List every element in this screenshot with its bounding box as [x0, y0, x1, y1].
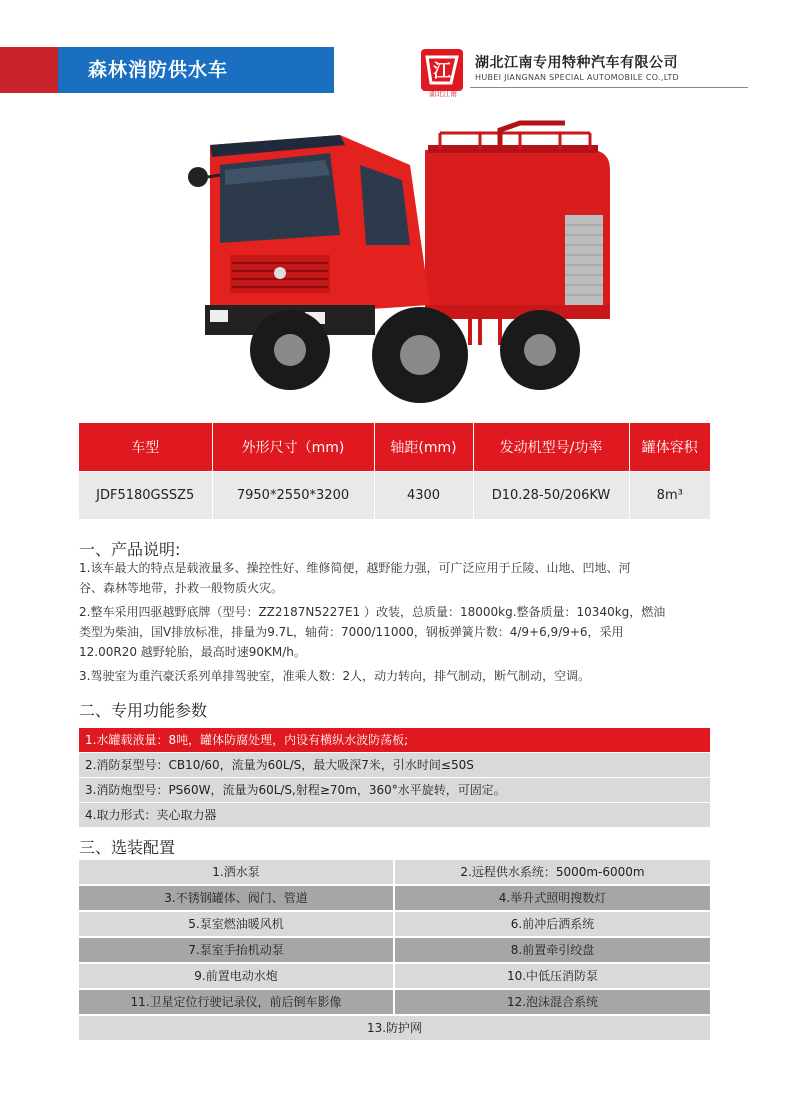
spec-value-dimensions: 7950*2550*3200 — [212, 471, 374, 519]
spec-value-model: JDF5180GSSZ5 — [79, 471, 212, 519]
spec-header-dimensions: 外形尺寸（mm) — [212, 423, 374, 471]
option-item: 9.前置电动水炮 — [79, 964, 393, 988]
spec-value-row — [79, 471, 710, 519]
option-item: 2.远程供水系统：5000m-6000m — [395, 860, 710, 884]
section-function-params-heading: 二、专用功能参数 — [79, 701, 208, 720]
param-item: 3.消防炮型号：PS60W，流量为60L/S,射程≥70m，360°水平旋转，可固定。 — [79, 778, 710, 802]
spec-table — [79, 423, 710, 519]
company-name-cn: 湖北江南专用特种汽车有限公司 — [475, 55, 678, 71]
option-item: 1.洒水泵 — [79, 860, 393, 884]
description-line: 1.该车最大的特点是载液量多、操控性好、维修简便，越野能力强，可广泛应用于丘陵、山地、凹地、河 — [79, 561, 631, 575]
option-item: 3.不锈钢罐体、阀门、管道 — [79, 886, 393, 910]
logo-mark: 江 — [433, 61, 451, 82]
description-line: 2.整车采用四驱越野底牌（型号：ZZ2187N5227E1 ）改装，总质量：18000kg.整备质量：10340kg，燃油 — [79, 605, 666, 619]
description-line: 3.驾驶室为重汽豪沃系列单排驾驶室，准乘人数：2人，动力转向，排气制动，断气制动，空调。 — [79, 669, 591, 683]
header-divider — [470, 87, 748, 88]
option-item: 7.泵室手抬机动泵 — [79, 938, 393, 962]
spec-value-engine: D10.28-50/206KW — [473, 471, 629, 519]
option-item: 10.中低压消防泵 — [395, 964, 710, 988]
param-item: 1.水罐载液量：8吨，罐体防腐处理，内设有横纵水波防荡板; — [79, 728, 710, 752]
description-line: 类型为柴油，国V排放标准，排量为9.7L，轴荷：7000/11000，钢板弹簧片数：4/9+6,9/9+6，采用 — [79, 625, 624, 639]
section-product-description-heading: 一、产品说明: — [79, 540, 181, 559]
company-logo — [421, 49, 463, 91]
spec-header-model: 车型 — [79, 423, 212, 471]
option-item: 8.前置牵引绞盘 — [395, 938, 710, 962]
spec-header-wheelbase: 轴距(mm) — [374, 423, 473, 471]
company-name-en: HUBEI JIANGNAN SPECIAL AUTOMOBILE CO.,LTD — [475, 73, 680, 82]
option-item: 5.泵室燃油暖风机 — [79, 912, 393, 936]
spec-header-engine: 发动机型号/功率 — [473, 423, 629, 471]
spec-header-tank-volume: 罐体容积 — [629, 423, 710, 471]
description-line: 谷、森林等地带，扑救一般物质火灾。 — [79, 581, 284, 595]
spec-value-wheelbase: 4300 — [374, 471, 473, 519]
option-item: 6.前冲后洒系统 — [395, 912, 710, 936]
spec-header-row — [79, 423, 710, 471]
option-item: 11.卫星定位行驶记录仪，前后倒车影像 — [79, 990, 393, 1014]
param-item: 4.取力形式：夹心取力器 — [79, 803, 710, 827]
option-item: 4.举升式照明搜数灯 — [395, 886, 710, 910]
description-line: 12.00R20 越野轮胎，最高时速90KM/h。 — [79, 645, 306, 659]
page-title: 森林消防供水车 — [88, 59, 229, 81]
title-banner — [0, 47, 334, 93]
spec-value-tank-volume: 8m³ — [629, 471, 710, 519]
option-item: 13.防护网 — [79, 1016, 710, 1040]
param-item: 2.消防泵型号：CB10/60，流量为60L/S，最大吸深7米，引水时间≤50S — [79, 753, 710, 777]
fire-truck-image — [170, 105, 630, 410]
logo-caption: 湖北江南 — [429, 90, 457, 98]
option-item: 12.泡沫混合系统 — [395, 990, 710, 1014]
section-optional-config-heading: 三、选装配置 — [79, 838, 176, 857]
